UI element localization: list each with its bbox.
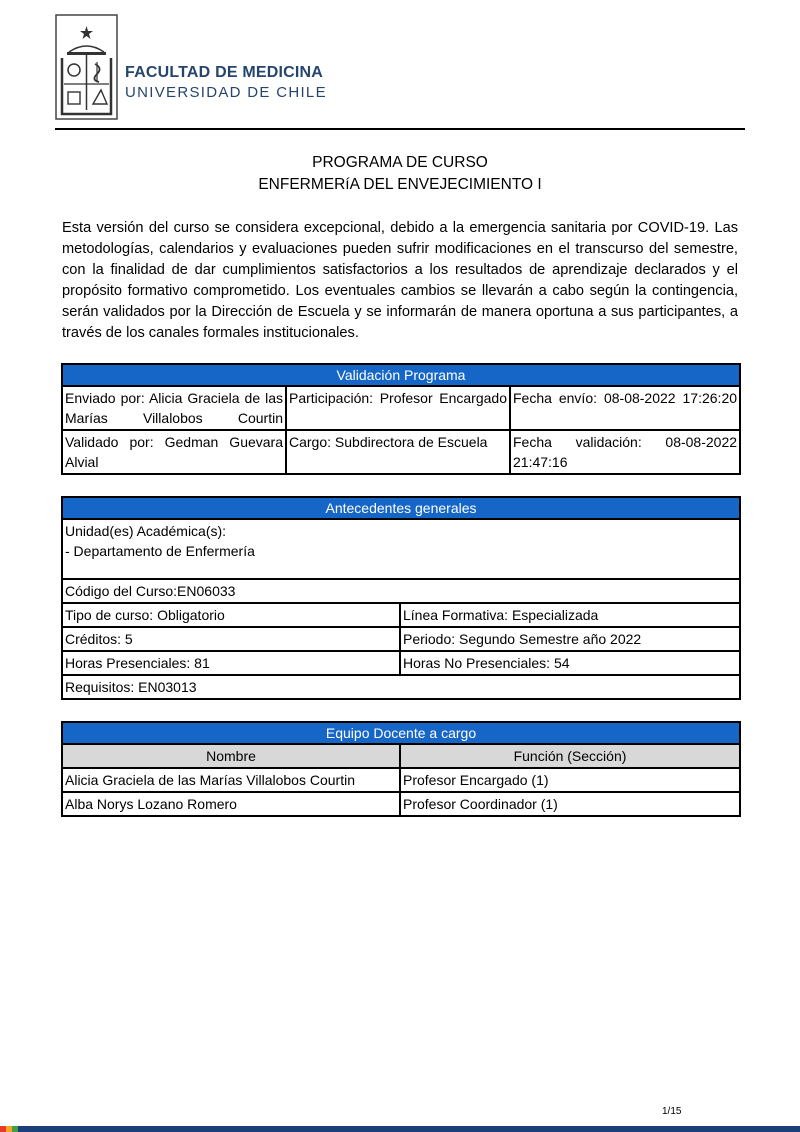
sent-by-value: Alicia Graciela de las Marías Villalobos Courtin bbox=[65, 390, 283, 426]
header-divider bbox=[55, 128, 745, 130]
period: Periodo: Segundo Semestre año 2022 bbox=[400, 627, 740, 651]
sent-date-label: Fecha envío: bbox=[513, 390, 597, 406]
sent-date-value: 08-08-2022 17:26:20 bbox=[603, 390, 738, 406]
logo-faculty-name: FACULTAD DE MEDICINA bbox=[125, 64, 324, 81]
teacher-role: Profesor Encargado (1) bbox=[400, 768, 740, 792]
teaching-team-table bbox=[61, 721, 741, 817]
intro-paragraph: Esta versión del curso se considera excepcional, debido a la emergencia sanitaria por COVID-19. Las metodologías, calendarios y evaluaciones pueden sufrir modificaciones en el transcurso del semestre, con la finalidad de dar cumplimientos satisfactorios a los resultados de aprendizaje declarados y el propósito formativo comprometido. Los eventuales cambios se llevarán a cabo según la contingencia, serán validados por la Dirección de Escuela y se informarán de manera oportuna a sus participantes, a través de los canales formales institucionales. bbox=[62, 220, 738, 341]
footer-color-stripe bbox=[0, 1126, 800, 1132]
table-row bbox=[62, 768, 740, 792]
title-line-2: ENFERMERíA DEL ENVEJECIMIENTO I bbox=[258, 176, 542, 193]
requirements: Requisitos: EN03013 bbox=[62, 675, 740, 699]
page-header bbox=[55, 14, 745, 130]
column-header-role: Función (Sección) bbox=[400, 744, 740, 768]
participation-value: Profesor Encargado bbox=[379, 390, 507, 406]
document-title bbox=[0, 152, 800, 196]
validation-date-value: 08-08-2022 21:47:16 bbox=[513, 434, 738, 470]
table-row bbox=[62, 792, 740, 816]
position-label: Cargo: bbox=[289, 434, 332, 450]
column-header-name: Nombre bbox=[62, 744, 400, 768]
university-seal-icon bbox=[55, 14, 118, 120]
validated-by-value: Gedman Guevara Alvial bbox=[65, 434, 284, 470]
participation-label: Participación: bbox=[289, 390, 374, 406]
in-person-hours: Horas Presenciales: 81 bbox=[62, 651, 400, 675]
teacher-name: Alicia Graciela de las Marías Villalobos Courtin bbox=[62, 768, 400, 792]
validated-by-cell bbox=[62, 430, 286, 474]
page-number: 1/15 bbox=[662, 1106, 682, 1117]
teaching-team-header: Equipo Docente a cargo bbox=[62, 722, 740, 744]
validation-date-label: Fecha validación: bbox=[513, 434, 642, 450]
academic-unit-cell bbox=[62, 519, 740, 579]
sent-by-cell bbox=[62, 386, 286, 430]
title-line-1: PROGRAMA DE CURSO bbox=[312, 154, 488, 171]
remote-hours: Horas No Presenciales: 54 bbox=[400, 651, 740, 675]
position-value: Subdirectora de Escuela bbox=[334, 434, 488, 450]
position-cell bbox=[286, 430, 510, 474]
validated-by-label: Validado por: bbox=[65, 434, 154, 450]
formative-line: Línea Formativa: Especializada bbox=[400, 603, 740, 627]
validation-table bbox=[61, 363, 741, 475]
general-background-header: Antecedentes generales bbox=[62, 497, 740, 519]
course-code: Código del Curso:EN06033 bbox=[62, 579, 740, 603]
general-background-table bbox=[61, 496, 741, 700]
validation-header: Validación Programa bbox=[62, 364, 740, 386]
course-type: Tipo de curso: Obligatorio bbox=[62, 603, 400, 627]
academic-unit-label: Unidad(es) Académica(s): bbox=[65, 523, 227, 539]
sent-by-label: Enviado por: bbox=[65, 390, 145, 406]
participation-cell bbox=[286, 386, 510, 430]
academic-unit-value: - Departamento de Enfermería bbox=[65, 543, 255, 559]
logo-university-name: UNIVERSIDAD DE CHILE bbox=[125, 84, 327, 101]
sent-date-cell bbox=[510, 386, 740, 430]
validation-date-cell bbox=[510, 430, 740, 474]
teacher-role: Profesor Coordinador (1) bbox=[400, 792, 740, 816]
teacher-name: Alba Norys Lozano Romero bbox=[62, 792, 400, 816]
credits: Créditos: 5 bbox=[62, 627, 400, 651]
